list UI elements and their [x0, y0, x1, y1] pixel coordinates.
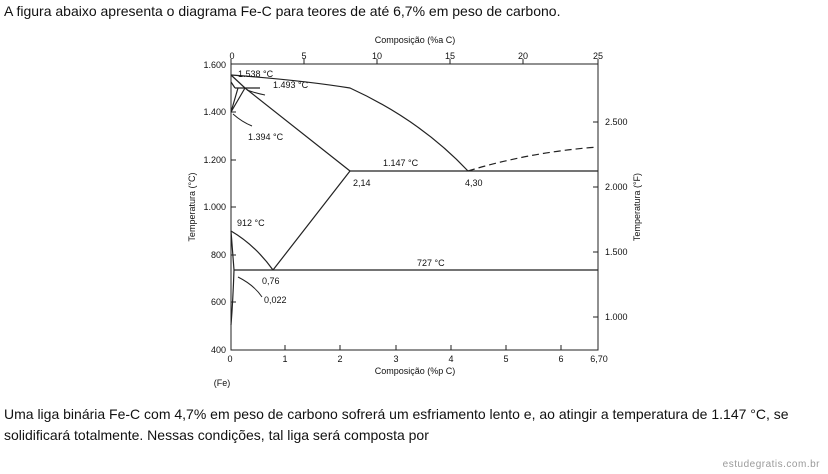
top-axis-title: Composição (%a C) [374, 35, 456, 45]
bottom-tick-label: 1 [282, 354, 288, 364]
bottom-origin-label: (Fe) [213, 378, 231, 388]
delta-left [231, 82, 235, 88]
top-tick-label: 10 [371, 51, 383, 61]
left-axis-title: Temperatura (°C) [187, 172, 197, 242]
top-tick-label: 0 [229, 51, 235, 61]
label-0-022: 0,022 [264, 295, 287, 305]
label-1493: 1.493 °C [273, 80, 309, 90]
left-tick-label: 600 [210, 297, 226, 307]
top-axis-ticks [231, 59, 598, 64]
left-tick-label: 1.600 [203, 60, 226, 70]
top-tick-label: 15 [444, 51, 456, 61]
bottom-tick-label: 4 [448, 354, 454, 364]
delta-gamma-boundary [231, 88, 245, 112]
label-2-14: 2,14 [353, 178, 371, 188]
label-1538: 1.538 °C [238, 69, 274, 79]
left-tick-label: 1.000 [203, 202, 226, 212]
phase-boundaries [231, 75, 598, 325]
acm-line [273, 171, 350, 270]
delta-gamma-boundary-2 [231, 88, 238, 112]
left-tick-label: 1.400 [203, 107, 226, 117]
top-tick-label: 25 [592, 51, 604, 61]
annotation-arrows [233, 90, 265, 297]
liquidus-left [231, 75, 468, 171]
label-4-30: 4,30 [465, 178, 483, 188]
bottom-tick-label: 2 [337, 354, 343, 364]
label-727: 727 °C [417, 258, 445, 268]
left-tick-label: 800 [210, 250, 226, 260]
bottom-tick-label: 3 [393, 354, 399, 364]
right-axis-title: Temperatura (°F) [632, 172, 642, 242]
bottom-axis-ticks [231, 345, 561, 350]
liquidus-graphite-dashed [468, 147, 598, 171]
bottom-tick-label: 0 [227, 354, 233, 364]
top-tick-label: 20 [517, 51, 529, 61]
solidus-austenite [245, 88, 350, 171]
plot-frame [231, 64, 598, 350]
a3-line [231, 231, 273, 270]
bottom-tick-label: 6,70 [590, 354, 608, 364]
intro-text: A figura abaixo apresenta o diagrama Fe-C para teores de até 6,7% em peso de carbono. [4, 3, 561, 19]
right-tick-label: 2.500 [605, 117, 628, 127]
left-tick-label: 1.200 [203, 155, 226, 165]
top-tick-label: 5 [301, 51, 307, 61]
label-0-76: 0,76 [262, 276, 280, 286]
watermark: estudegratis.com.br [722, 459, 820, 470]
right-axis-ticks [593, 122, 598, 317]
label-912: 912 °C [237, 218, 265, 228]
bottom-tick-label: 5 [503, 354, 509, 364]
label-1147: 1.147 °C [383, 158, 419, 168]
right-tick-label: 1.500 [605, 247, 628, 257]
right-tick-label: 1.000 [605, 312, 628, 322]
left-tick-label: 400 [210, 345, 226, 355]
bottom-tick-label: 6 [558, 354, 564, 364]
bottom-axis-title: Composição (%p C) [374, 366, 456, 376]
label-1394: 1.394 °C [248, 132, 284, 142]
question-text: Uma liga binária Fe-C com 4,7% em peso de carbono sofrerá um esfriamento lento e, ao atingir a temperatura de 1.147 °C, se solidificará totalmente. Nessas condições, tal liga será composta por [4, 406, 789, 443]
right-tick-label: 2.000 [605, 182, 628, 192]
